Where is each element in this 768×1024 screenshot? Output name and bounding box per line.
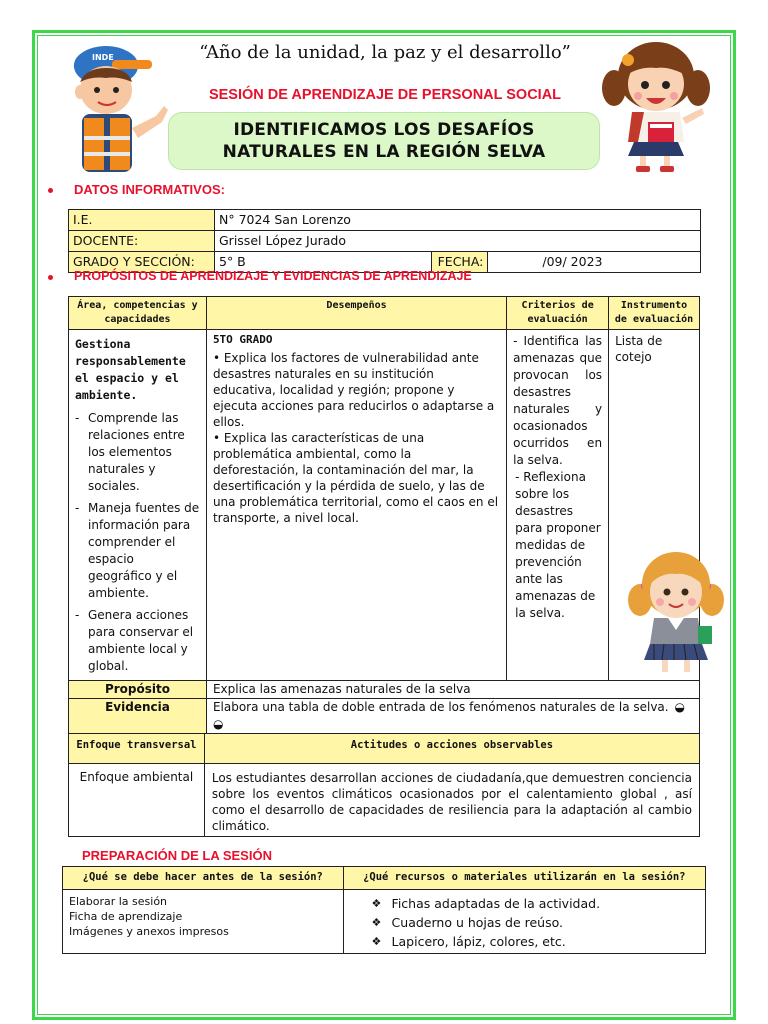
header-instrumento: Instrumento de evaluación	[609, 297, 700, 330]
header-area: Área, competencias y capacidades	[69, 297, 207, 330]
resource-item: ❖ Fichas adaptadas de la actividad.	[372, 894, 705, 913]
header-criterios: Criterios de evaluación	[507, 297, 609, 330]
proposito-value: Explica las amenazas naturales de la selva	[206, 681, 699, 699]
docente-label: DOCENTE:	[69, 231, 215, 252]
competence-cell	[69, 330, 207, 681]
grado-value: 5° B	[215, 252, 432, 273]
bullet-icon	[48, 188, 53, 193]
fecha-label: FECHA:	[431, 252, 488, 273]
main-title-box	[168, 112, 600, 170]
grado-label: GRADO Y SECCIÓN:	[69, 252, 215, 273]
resources-cell	[343, 890, 705, 954]
enfoque-header-left: Enfoque transversal	[69, 734, 205, 764]
boy-rescue-worker-icon	[52, 38, 172, 178]
capacity-item: - Comprende las relaciones entre los elementos naturales y sociales.	[75, 410, 200, 495]
datos-heading: DATOS INFORMATIVOS:	[74, 182, 225, 197]
main-title: IDENTIFICAMOS LOS DESAFÍOS NATURALES EN LA REGIÓN SELVA	[222, 120, 546, 162]
proposito-label: Propósito	[69, 681, 207, 699]
smile-emoji-icon: ◒ ◒	[212, 700, 685, 731]
datos-table	[68, 209, 701, 273]
enfoque-header-right: Actitudes o acciones observables	[204, 734, 699, 764]
instrumento-cell: Lista de cotejo	[609, 330, 700, 681]
criterios-cell	[507, 330, 609, 681]
schoolgirl-icon	[624, 548, 728, 678]
girl-with-books-icon	[598, 38, 713, 173]
preparacion-table	[62, 866, 706, 954]
before-item: Ficha de aprendizaje	[69, 910, 183, 923]
enfoque-description: Los estudiantes desarrollan acciones de ciudadanía,que demuestren conciencia sobre los eventos climáticos ocasionados por el calentamiento global , así como el desarrollo de capacidades de resiliencia para la adaptación al cambio climático.	[204, 764, 699, 837]
resources-list	[344, 890, 705, 951]
motto-text: “Año de la unidad, la paz y el desarrollo”	[199, 42, 571, 63]
desempeno-item: • Explica los factores de vulnerabilidad ante desastres naturales en su institución educativa, localidad y región; propone y ejecuta acciones para reducirlos o adaptarse a ellos.	[212, 351, 495, 429]
criterio-item: - Reflexiona sobre los desastres para proponer medidas de prevención ante las amenazas de la selva.	[515, 470, 601, 620]
capacity-item: - Genera acciones para conservar el ambiente local y global.	[75, 607, 200, 675]
resource-item: ❖ Lapicero, lápiz, colores, etc.	[372, 932, 705, 951]
competence-title: Gestiona responsablemente el espacio y el ambiente.	[75, 337, 186, 402]
svg-text:INDE: INDE	[92, 53, 114, 62]
evidencia-label: Evidencia	[69, 699, 207, 734]
capacities-list	[75, 410, 200, 675]
prep-header-left: ¿Qué se debe hacer antes de la sesión?	[63, 867, 344, 890]
ie-label: I.E.	[69, 210, 215, 231]
propositos-heading: PROPÓSITOS DE APRENDIZAJE Y EVIDENCIAS DE APRENDIZAJE	[74, 269, 472, 283]
before-item: Elaborar la sesión	[69, 895, 168, 908]
prep-header-right: ¿Qué recursos o materiales utilizarán en la sesión?	[343, 867, 705, 890]
enfoque-name: Enfoque ambiental	[69, 764, 205, 837]
before-item: Imágenes y anexos impresos	[69, 925, 229, 938]
ie-value: N° 7024 San Lorenzo	[215, 210, 701, 231]
preparacion-heading: PREPARACIÓN DE LA SESIÓN	[82, 848, 272, 863]
evidencia-cell	[206, 699, 699, 734]
bullet-icon	[48, 275, 53, 280]
header-desempenos: Desempeños	[206, 297, 506, 330]
capacity-item: - Maneja fuentes de información para comprender el espacio geográfico y el ambiente.	[75, 500, 200, 602]
fecha-value: /09/ 2023	[488, 252, 701, 273]
docente-value: Grissel López Jurado	[215, 231, 701, 252]
evidencia-value: Elabora una tabla de doble entrada de los fenómenos naturales de la selva.	[212, 700, 669, 714]
grade-label: 5TO GRADO	[212, 333, 273, 346]
enfoque-table	[68, 733, 700, 837]
criterio-item: - Identifica las amenazas que provocan los desastres naturales y ocasionados ocurridos en la selva.	[513, 334, 603, 467]
desempeno-item: • Explica las características de una problemática ambiental, como la deforestación, la contaminación del mar, la desertificación y la pérdida de suelo, y las de una problemática territorial, como el caos en el transporte, a nivel local.	[212, 431, 499, 525]
before-session-cell	[63, 890, 344, 954]
resource-item: ❖ Cuaderno u hojas de reúso.	[372, 913, 705, 932]
desempenos-cell	[206, 330, 506, 681]
session-title: SESIÓN DE APRENDIZAJE DE PERSONAL SOCIAL	[208, 87, 562, 103]
propositos-table	[68, 296, 700, 734]
